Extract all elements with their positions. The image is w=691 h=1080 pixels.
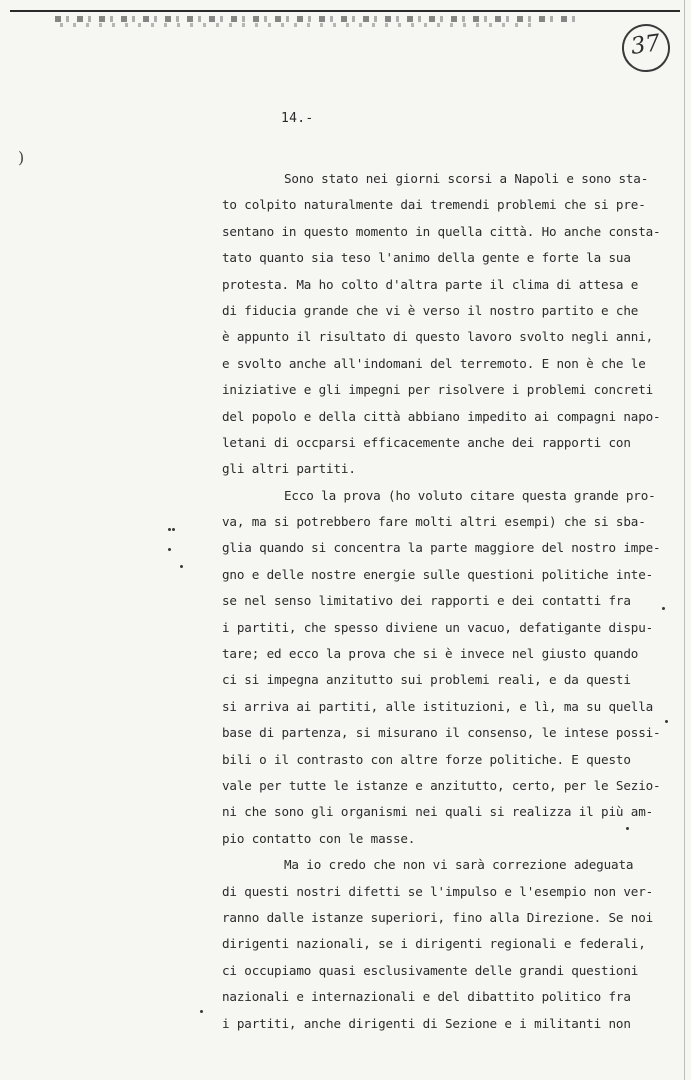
text-line: Sono stato nei giorni scorsi a Napoli e sono sta- [284,171,649,186]
text-line: ranno dalle istanze superiori, fino alla Direzione. Se noi [222,909,654,925]
text-line: se nel senso limitativo dei rapporti e dei contatti fra [222,593,631,609]
text-line: bili o il contrasto con altre forze politiche. E questo [222,751,631,767]
scan-speck [626,827,629,830]
scan-speck [168,528,171,531]
page-stamp-number: 37 [629,30,662,60]
text-line: letani di occparsi efficacemente anche dei rapporti con [222,434,631,450]
margin-mark: ) [18,148,25,167]
page-stamp-circle [619,21,673,75]
text-line: va, ma si potrebbero fare molti altri esempi) che si sba- [222,514,646,530]
top-border-line [10,10,680,12]
text-line: e svolto anche all'indomani del terremoto. E non è che le [222,355,646,371]
scan-speck [172,528,175,531]
scan-speck [665,720,668,723]
text-line: iniziative e gli impegni per risolvere i problemi concreti [222,382,654,398]
text-line: del popolo e della città abbiano impedito ai compagni napo- [222,408,661,424]
scan-speck [168,548,171,551]
text-line: nazionali e internazionali e del dibattito politico fra [222,989,631,1005]
text-line: vale per tutte le istanze e anzitutto, certo, per le Sezio- [222,777,661,793]
text-line: ni che sono gli organismi nei quali si realizza il più am- [222,804,654,820]
text-line: Ecco la prova (ho voluto citare questa grande pro- [284,487,656,503]
text-line: è appunto il risultato di questo lavoro svolto negli anni, [222,329,654,345]
text-line: di questi nostri difetti se l'impulso e l'esempio non ver- [222,883,654,899]
text-line: di fiducia grande che vi è verso il nostro partito e che [222,302,639,318]
text-line: i partiti, anche dirigenti di Sezione e i militanti non [222,1015,631,1031]
text-line: i partiti, che spesso diviene un vacuo, defatigante dispu- [222,619,654,635]
scan-noise [55,16,575,22]
text-line: tato quanto sia teso l'animo della gente e forte la sua [222,250,631,266]
scan-noise [60,23,540,27]
text-line: protesta. Ma ho colto d'altra parte il clima di attesa e [222,276,639,292]
text-line: gli altri partiti. [222,461,356,477]
page-edge [684,0,685,1080]
scan-speck [180,565,183,568]
text-line: base di partenza, si misurano il consenso, le intese possi- [222,725,661,741]
text-line: dirigenti nazionali, se i dirigenti regionali e federali, [222,936,646,952]
body-text [222,166,661,1037]
text-line: ci si impegna anzitutto sui problemi reali, e da questi [222,672,631,688]
text-line: Ma io credo che non vi sarà correzione adeguata [284,857,634,873]
text-line: gno e delle nostre energie sulle questioni politiche inte- [222,566,654,582]
text-line: glia quando si concentra la parte maggiore del nostro impe- [222,540,661,556]
text-line: sentano in questo momento in quella città. Ho anche consta- [222,223,661,239]
text-line: tare; ed ecco la prova che si è invece nel giusto quando [222,646,639,662]
text-line: pio contatto con le masse. [222,830,416,846]
text-line: to colpito naturalmente dai tremendi problemi che si pre- [222,197,646,213]
page-number: 14.- [281,111,314,126]
text-line: si arriva ai partiti, alle istituzioni, e lì, ma su quella [222,698,654,714]
scan-speck [662,607,665,610]
text-line: ci occupiamo quasi esclusivamente delle grandi questioni [222,962,639,978]
scan-speck [200,1010,203,1013]
